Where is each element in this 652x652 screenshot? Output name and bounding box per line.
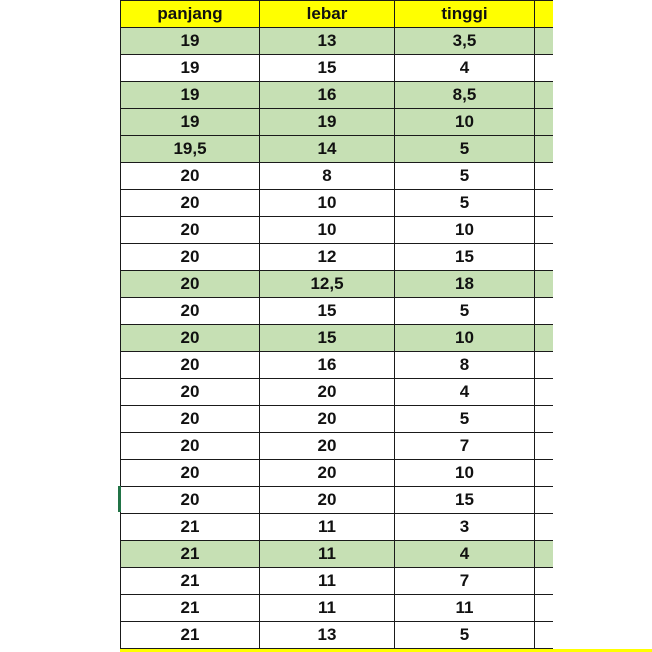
cell-panjang[interactable]: 20: [121, 217, 260, 244]
cell-tinggi[interactable]: 5: [395, 136, 535, 163]
cell-tinggi[interactable]: 7: [395, 568, 535, 595]
dimensions-table: [120, 0, 553, 649]
table-row: [121, 379, 553, 406]
cell-empty[interactable]: [535, 514, 553, 541]
cell-panjang[interactable]: 20: [121, 325, 260, 352]
cell-tinggi[interactable]: 15: [395, 487, 535, 514]
cell-panjang[interactable]: 21: [121, 622, 260, 649]
table-row: [121, 136, 553, 163]
cell-panjang[interactable]: 21: [121, 514, 260, 541]
cell-panjang[interactable]: 20: [121, 352, 260, 379]
cell-panjang[interactable]: 19: [121, 82, 260, 109]
cell-lebar[interactable]: 11: [260, 595, 395, 622]
header-cell-tinggi[interactable]: tinggi: [395, 1, 535, 28]
cell-panjang[interactable]: 20: [121, 460, 260, 487]
cell-empty[interactable]: [535, 406, 553, 433]
cell-empty[interactable]: [535, 244, 553, 271]
cell-empty[interactable]: [535, 568, 553, 595]
table-row: [121, 190, 553, 217]
table-row: [121, 460, 553, 487]
cell-panjang[interactable]: 19: [121, 109, 260, 136]
table-row: [121, 82, 553, 109]
header-cell-empty[interactable]: [535, 1, 553, 28]
cell-panjang[interactable]: 21: [121, 595, 260, 622]
cell-panjang[interactable]: 20: [121, 433, 260, 460]
table-row: [121, 433, 553, 460]
cell-panjang[interactable]: 20: [121, 271, 260, 298]
cell-lebar[interactable]: 16: [260, 352, 395, 379]
cell-lebar[interactable]: 15: [260, 325, 395, 352]
cell-tinggi[interactable]: 10: [395, 109, 535, 136]
cell-empty[interactable]: [535, 352, 553, 379]
cell-empty[interactable]: [535, 325, 553, 352]
cell-lebar[interactable]: 13: [260, 28, 395, 55]
selection-marker: [118, 486, 121, 512]
cell-tinggi[interactable]: 7: [395, 433, 535, 460]
table-row: [121, 541, 553, 568]
cell-panjang[interactable]: 19: [121, 55, 260, 82]
cell-tinggi[interactable]: 18: [395, 271, 535, 298]
cell-panjang[interactable]: 20: [121, 244, 260, 271]
cell-empty[interactable]: [535, 379, 553, 406]
cell-lebar[interactable]: 19: [260, 109, 395, 136]
cell-empty[interactable]: [535, 595, 553, 622]
table-row: [121, 595, 553, 622]
cell-panjang[interactable]: 19: [121, 28, 260, 55]
cell-empty[interactable]: [535, 541, 553, 568]
cell-empty[interactable]: [535, 109, 553, 136]
cell-panjang[interactable]: 21: [121, 568, 260, 595]
cell-empty[interactable]: [535, 622, 553, 649]
cell-empty[interactable]: [535, 217, 553, 244]
cell-lebar[interactable]: 8: [260, 163, 395, 190]
cell-empty[interactable]: [535, 298, 553, 325]
cell-empty[interactable]: [535, 82, 553, 109]
cell-lebar[interactable]: 16: [260, 82, 395, 109]
table-body: [121, 28, 553, 649]
cell-panjang[interactable]: 20: [121, 298, 260, 325]
cell-panjang[interactable]: 20: [121, 406, 260, 433]
cell-lebar[interactable]: 13: [260, 622, 395, 649]
cell-tinggi[interactable]: 4: [395, 55, 535, 82]
cell-lebar[interactable]: 11: [260, 541, 395, 568]
cell-tinggi[interactable]: 15: [395, 244, 535, 271]
cell-empty[interactable]: [535, 433, 553, 460]
table-row: [121, 298, 553, 325]
cell-panjang[interactable]: 20: [121, 190, 260, 217]
cell-tinggi[interactable]: 3: [395, 514, 535, 541]
table-row: [121, 514, 553, 541]
cell-lebar[interactable]: 12,5: [260, 271, 395, 298]
cell-lebar[interactable]: 10: [260, 217, 395, 244]
cell-lebar[interactable]: 11: [260, 514, 395, 541]
header-cell-lebar[interactable]: lebar: [260, 1, 395, 28]
cell-tinggi[interactable]: 8: [395, 352, 535, 379]
cell-lebar[interactable]: 11: [260, 568, 395, 595]
cell-tinggi[interactable]: 10: [395, 217, 535, 244]
cell-tinggi[interactable]: 8,5: [395, 82, 535, 109]
cell-empty[interactable]: [535, 271, 553, 298]
cell-panjang[interactable]: 19,5: [121, 136, 260, 163]
cell-panjang[interactable]: 20: [121, 487, 260, 514]
cell-empty[interactable]: [535, 163, 553, 190]
cell-empty[interactable]: [535, 28, 553, 55]
table-row: [121, 325, 553, 352]
header-row: [121, 1, 553, 28]
cell-panjang[interactable]: 20: [121, 379, 260, 406]
cell-lebar[interactable]: 20: [260, 379, 395, 406]
table-row: [121, 55, 553, 82]
table-row: [121, 352, 553, 379]
header-cell-panjang[interactable]: panjang: [121, 1, 260, 28]
table-row: [121, 568, 553, 595]
table-row: [121, 109, 553, 136]
table-row: [121, 217, 553, 244]
cell-empty[interactable]: [535, 55, 553, 82]
cell-lebar[interactable]: 10: [260, 190, 395, 217]
cell-lebar[interactable]: 15: [260, 298, 395, 325]
cell-panjang[interactable]: 20: [121, 163, 260, 190]
cell-panjang[interactable]: 21: [121, 541, 260, 568]
cell-tinggi[interactable]: 5: [395, 190, 535, 217]
cell-tinggi[interactable]: 4: [395, 379, 535, 406]
table-row: [121, 271, 553, 298]
table-row: [121, 163, 553, 190]
cell-tinggi[interactable]: 10: [395, 325, 535, 352]
cell-tinggi[interactable]: 10: [395, 460, 535, 487]
cell-tinggi[interactable]: 4: [395, 541, 535, 568]
cell-empty[interactable]: [535, 487, 553, 514]
cell-lebar[interactable]: 20: [260, 487, 395, 514]
cell-lebar[interactable]: 14: [260, 136, 395, 163]
table-row: [121, 244, 553, 271]
cell-tinggi[interactable]: 11: [395, 595, 535, 622]
cell-empty[interactable]: [535, 460, 553, 487]
table-row: [121, 487, 553, 514]
spreadsheet-grid: [120, 0, 652, 649]
cell-lebar[interactable]: 20: [260, 433, 395, 460]
table-row: [121, 406, 553, 433]
cell-tinggi[interactable]: 3,5: [395, 28, 535, 55]
cell-empty[interactable]: [535, 136, 553, 163]
cell-lebar[interactable]: 12: [260, 244, 395, 271]
cell-lebar[interactable]: 20: [260, 406, 395, 433]
cell-tinggi[interactable]: 5: [395, 163, 535, 190]
table-row: [121, 622, 553, 649]
cell-lebar[interactable]: 20: [260, 460, 395, 487]
cell-tinggi[interactable]: 5: [395, 406, 535, 433]
cell-tinggi[interactable]: 5: [395, 622, 535, 649]
table-row: [121, 28, 553, 55]
cell-tinggi[interactable]: 5: [395, 298, 535, 325]
cell-empty[interactable]: [535, 190, 553, 217]
cell-lebar[interactable]: 15: [260, 55, 395, 82]
